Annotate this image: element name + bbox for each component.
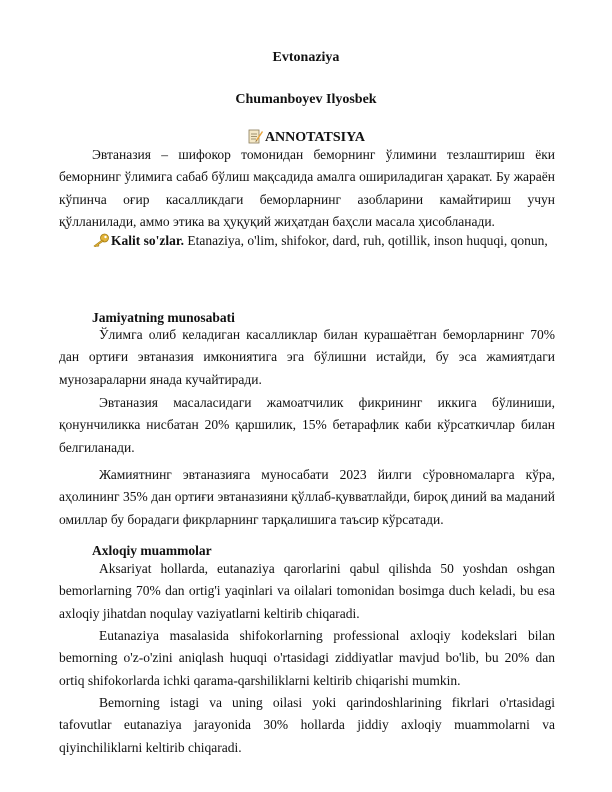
paragraph: Жамиятнинг эвтаназияга муносабати 2023 йилги сўровномаларга кўра, аҳолининг 35% дан ортиғи эвтаназияни қўллаб-қувватлайди, бироқ диний ва маданий омиллар бу борадаги фикрларнинг тарқалишига таъсир кўрсатади.: [59, 467, 555, 527]
paragraph: Aksariyat hollarda, eutanaziya qarorlarini qabul qilishda 50 yoshdan oshgan bemorlarning 70% dan ortig'i yaqinlari va oilalari tomonidan bosimga duch keladi, bu esa axloqiy jihatdan noqulay vaziyatlarni keltirib chiqaradi.: [59, 561, 555, 621]
paragraph: Ўлимга олиб келадиган касалликлар билан курашаётган беморларнинг 70% дан ортиғи эвтаназия имкониятига эга бўлишни истайди, бу эса жамиятдаги мунозараларни янада кучайтиради.: [59, 327, 555, 387]
author-name: Chumanboyev Ilyosbek: [235, 92, 377, 107]
annotation-heading-text: ANNOTATSIYA: [264, 130, 366, 145]
section-heading-ethics: Axloqiy muammolar: [92, 543, 212, 558]
section-heading-society: Jamiyatning munosabati: [92, 310, 235, 325]
memo-icon: [247, 128, 263, 144]
paragraph: Eutanaziya masalasida shifokorlarning professional axloqiy kodekslari bilan bemorning o'z-o'zini aniqlash huquqi o'rtasidagi ziddiyatlar mavjud bo'lib, bu 20% dan ortiq shifokorlarda ichki qarama-qarshiliklarni keltirib chiqarishi mumkin.: [59, 628, 555, 688]
keywords-label: Kalit so'zlar.: [111, 233, 184, 248]
document-title: Evtonaziya: [272, 50, 340, 65]
key-icon: [92, 233, 110, 247]
keywords-text: Etanaziya, o'lim, shifokor, dard, ruh, qotillik, inson huquqi, qonun,: [184, 233, 548, 248]
keywords-paragraph: [59, 230, 555, 252]
annotation-paragraph: Эвтаназия – шифокор томонидан беморнинг ўлимини тезлаштириш ёки беморнинг ўлимига сабаб бўлиш мақсадида амалга ошириладиган ҳаракат. Бу жараён кўпинча оғир касалликдаги беморларнинг азобларини камайтириш учун қўлланилади, аммо этика ва ҳуқуқий жиҳатдан баҳсли масала ҳисобланади.: [59, 147, 555, 229]
paragraph: Эвтаназия масаласидаги жамоатчилик фикрининг иккига бўлиниши, қонунчиликка нисбатан 20% қаршилик, 15% бетарафлик каби кўрсаткичлар билан белгиланади.: [59, 395, 555, 455]
paragraph: Bemorning istagi va uning oilasi yoki qarindoshlarining fikrlari o'rtasidagi tafovutlar eutanaziya jarayonida 30% hollarda jiddiy axloqiy muammolarni va qiyinchiliklarni keltirib chiqaradi.: [59, 695, 555, 755]
